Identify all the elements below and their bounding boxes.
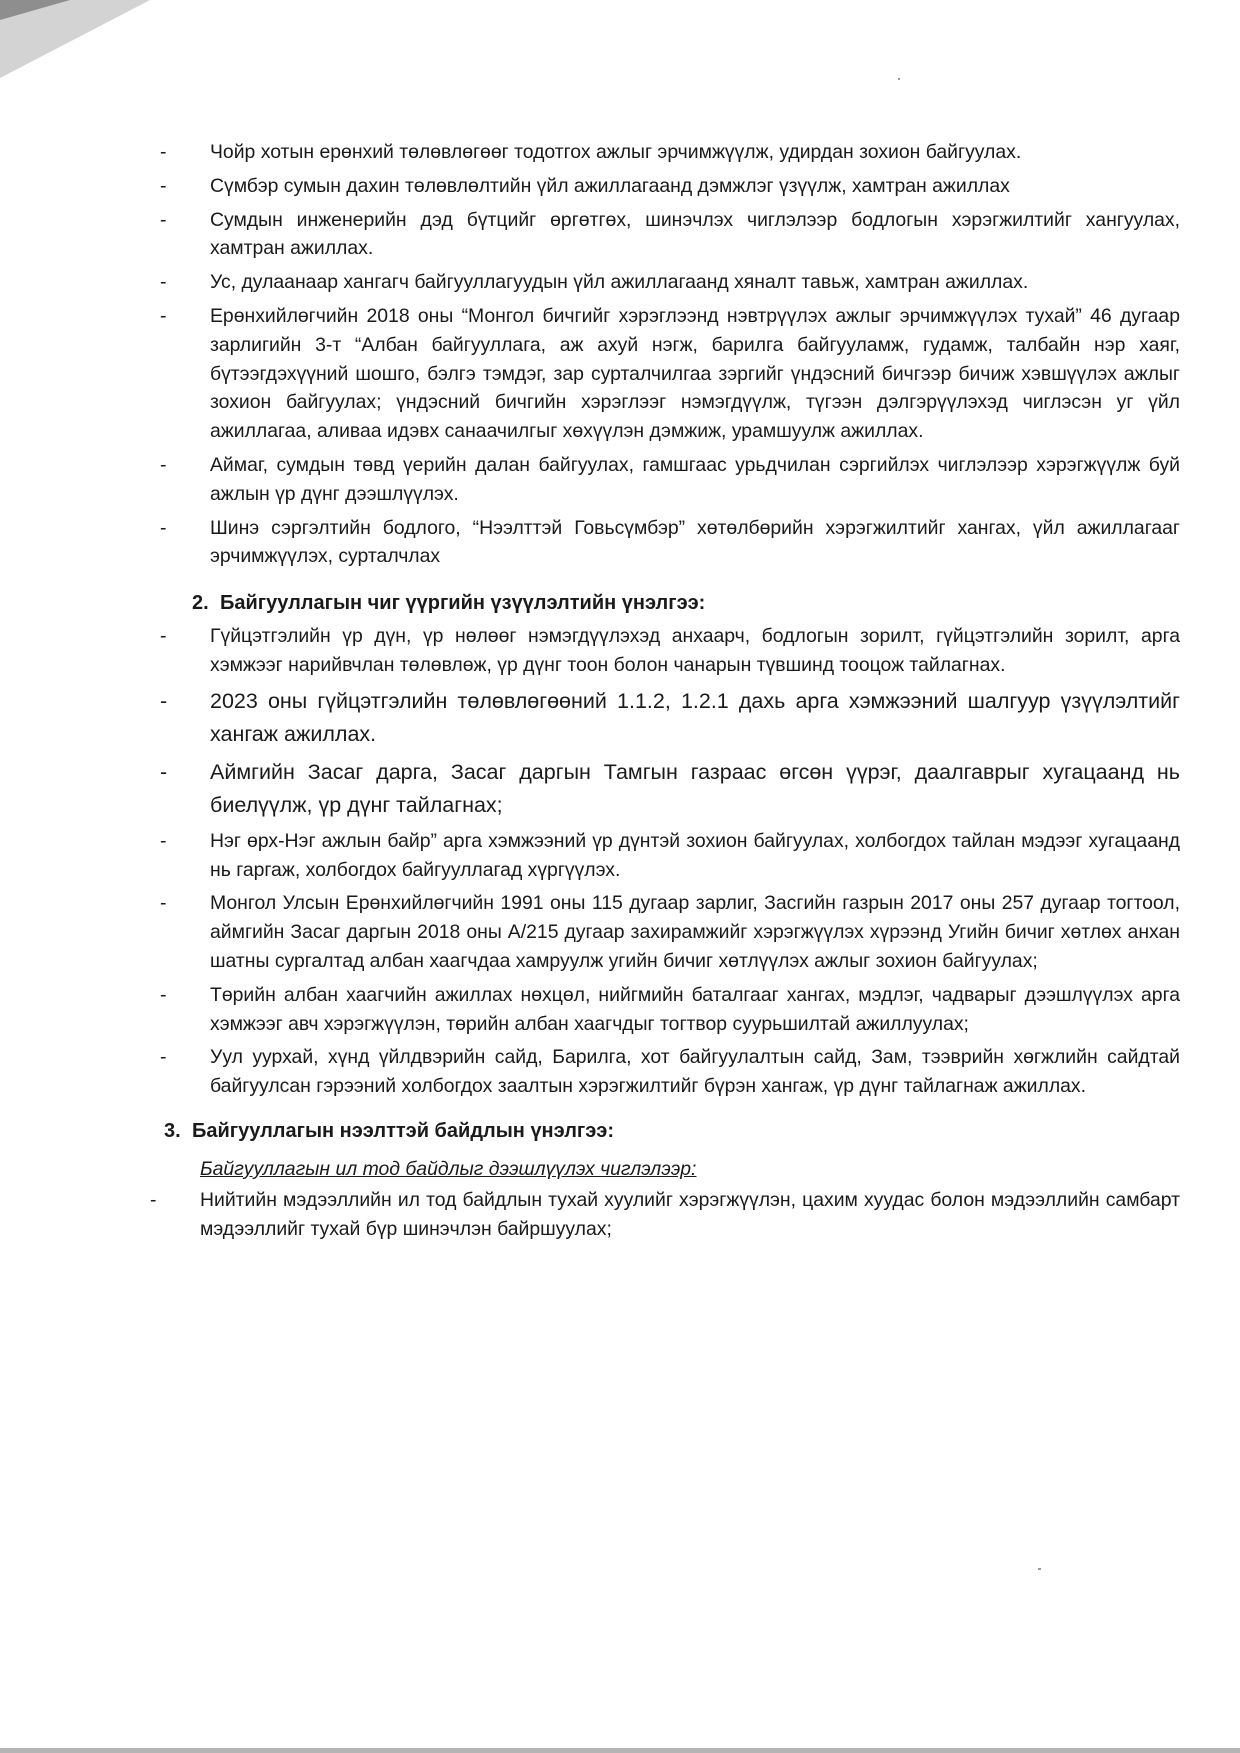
list-item xyxy=(160,138,1180,167)
list-item-text: Гүйцэтгэлийн үр дүн, үр нөлөөг нэмэгдүүлэхэд анхаарч, бодлогын зорилт, гүйцэтгэлийн зорилт, арга хэмжээг нарийвчлан төлөвлөж, үр дүнг тоон болон чанарын түвшинд тооцож тайлагнах. xyxy=(210,625,1180,676)
bullet-dash: - xyxy=(160,174,167,197)
scan-bottom-edge xyxy=(0,1748,1240,1753)
bullet-dash: - xyxy=(160,892,167,915)
list-item xyxy=(150,1186,1180,1244)
scan-speck xyxy=(898,78,900,80)
list-item xyxy=(160,827,1180,885)
list-item xyxy=(160,622,1180,680)
list-item-text: Төрийн албан хаагчийн ажиллах нөхцөл, нийгмийн баталгааг хангах, мэдлэг, чадварыг дээшлүүлэх арга хэмжээг авч хэрэгжүүлэн, төрийн албан хаагчдыг тогтвор суурьшилтай ажиллуулах; xyxy=(210,983,1180,1035)
task-list-1 xyxy=(160,138,1180,571)
scan-corner-fold xyxy=(0,0,70,20)
bullet-dash: - xyxy=(160,829,167,852)
list-item xyxy=(160,1043,1180,1101)
list-item-text: Чойр хотын ерөнхий төлөвлөгөөг тодотгох ажлыг эрчимжүүлж, удирдан зохион байгуулах. xyxy=(210,141,1022,163)
bullet-dash: - xyxy=(160,688,168,713)
list-item-text: Шинэ сэргэлтийн бодлого, “Нээлттэй Говьсүмбэр” хөтөлбөрийн хэрэгжилтийг хангах, үйл ажиллагааг эрчимжүүлэх, сурталчлах xyxy=(210,516,1180,568)
list-item-text: Ус, дулаанаар хангагч байгууллагуудын үйл ажиллагаанд хяналт тавьж, хамтран ажиллах. xyxy=(210,271,1029,294)
bullet-dash: - xyxy=(160,625,167,648)
bullet-dash: - xyxy=(160,141,167,163)
section-title: Байгууллагын нээлттэй байдлын үнэлгээ: xyxy=(192,1119,614,1142)
section-2-heading xyxy=(192,589,1180,617)
section-3-heading xyxy=(164,1117,1180,1145)
document-body xyxy=(150,138,1180,1249)
bullet-dash: - xyxy=(160,304,167,327)
bullet-dash: - xyxy=(150,1188,157,1211)
list-item xyxy=(160,889,1180,975)
list-item-text: Нийтийн мэдээллийн ил тод байдлын тухай хуулийг хэрэгжүүлэн, цахим хуудас болон мэдээллийн самбарт мэдээллийг тухай бүр шинэчлэн байршуулах; xyxy=(200,1188,1180,1240)
list-item-text: 2023 оны гүйцэтгэлийн төлөвлөгөөний 1.1.2, 1.2.1 дахь арга хэмжээний шалгуур үзүүлэлтийг хангаж ажиллах. xyxy=(210,688,1180,746)
list-item xyxy=(160,206,1180,264)
scan-speck xyxy=(1038,1568,1041,1570)
section-3-subheading: Байгууллагын ил тод байдлыг дээшлүүлэх чиглэлээр: xyxy=(200,1157,697,1180)
list-item-text: Ерөнхийлөгчийн 2018 оны “Монгол бичгийг хэрэглээнд нэвтрүүлэх ажлыг эрчимжүүлэх тухай” 46 дугаар зарлигийн 3-т “Албан байгууллага, аж ахуй нэгж, барилга байгууламж, гудамж, талбайн нэр хаяг, бүтээгдэхүүний шошго, бэлгэ тэмдэг, зар сурталчилгаа зэргийг үндэсний бичгээр бичиж хэвшүүлэх ажлыг зохион байгуулах; үндэсний бичгийн хэрэглээг нэмэгдүүлж, түгээн дэлгэрүүлэхэд чиглэсэн уг үйл ажиллагаа, аливаа идэвх санаачилгыг хөхүүлэн дэмжиж, урамшуулж ажиллах. xyxy=(210,304,1180,443)
section-number: 2. xyxy=(192,592,209,615)
list-item-text: Аймаг, сумдын төвд үерийн далан байгуулах, гамшгаас урьдчилан сэргийлэх чиглэлээр хэрэгжүүлж буй ажлын үр дүнг дээшлүүлэх. xyxy=(210,453,1180,505)
task-list-3 xyxy=(150,1186,1180,1244)
list-item-text: Аймгийн Засаг дарга, Засаг даргын Тамгын газраас өгсөн үүрэг, даалгаврыг хугацаанд нь биелүүлж, үр дүнг тайлагнах; xyxy=(210,759,1180,817)
list-item xyxy=(160,685,1180,751)
list-item-text: Сумдын инженерийн дэд бүтцийг өргөтгөх, шинэчлэх чиглэлээр бодлогын хэрэгжилтийг хангуулах, хамтран ажиллах. xyxy=(210,208,1180,260)
list-item xyxy=(160,756,1180,822)
bullet-dash: - xyxy=(160,759,168,784)
bullet-dash: - xyxy=(160,1046,167,1069)
bullet-dash: - xyxy=(160,983,167,1006)
bullet-dash: - xyxy=(160,453,167,476)
list-item xyxy=(160,302,1180,446)
bullet-dash: - xyxy=(160,271,167,294)
list-item xyxy=(160,172,1180,201)
list-item xyxy=(160,981,1180,1039)
list-item xyxy=(160,451,1180,509)
list-item xyxy=(160,268,1180,297)
section-title: Байгууллагын чиг үүргийн үзүүлэлтийн үнэлгээ: xyxy=(220,592,706,615)
task-list-2 xyxy=(160,622,1180,1101)
list-item-text: Нэг өрх-Нэг ажлын байр” арга хэмжээний үр дүнтэй зохион байгуулах, холбогдох тайлан мэдээг хугацаанд нь гаргаж, холбогдох байгууллагад хүргүүлэх. xyxy=(210,829,1180,881)
bullet-dash: - xyxy=(160,516,167,539)
list-item xyxy=(160,514,1180,572)
list-item-text: Монгол Улсын Ерөнхийлөгчийн 1991 оны 115 дугаар зарлиг, Засгийн газрын 2017 оны 257 дугаар тогтоол, аймгийн Засаг даргын 2018 оны А/215 дугаар захирамжийг хэрэгжүүлэх хүрээнд Угийн бичиг хөтлөх анхан шатны сургалтад албан хаагчдаа хамруулж угийн бичиг хөтлүүлэх ажлыг зохион байгуулах; xyxy=(210,892,1180,972)
list-item-text: Уул уурхай, хүнд үйлдвэрийн сайд, Барилга, хот байгуулалтын сайд, Зам, тээврийн хөгжлийн сайдтай байгуулсан гэрээний холбогдох заалтын хэрэгжилтийг бүрэн хангаж, үр дүнг тайлагнаж ажиллах. xyxy=(210,1046,1180,1098)
section-number: 3. xyxy=(164,1119,181,1142)
list-item-text: Сүмбэр сумын дахин төлөвлөлтийн үйл ажиллагаанд дэмжлэг үзүүлж, хамтран ажиллах xyxy=(210,174,1010,197)
bullet-dash: - xyxy=(160,208,167,231)
